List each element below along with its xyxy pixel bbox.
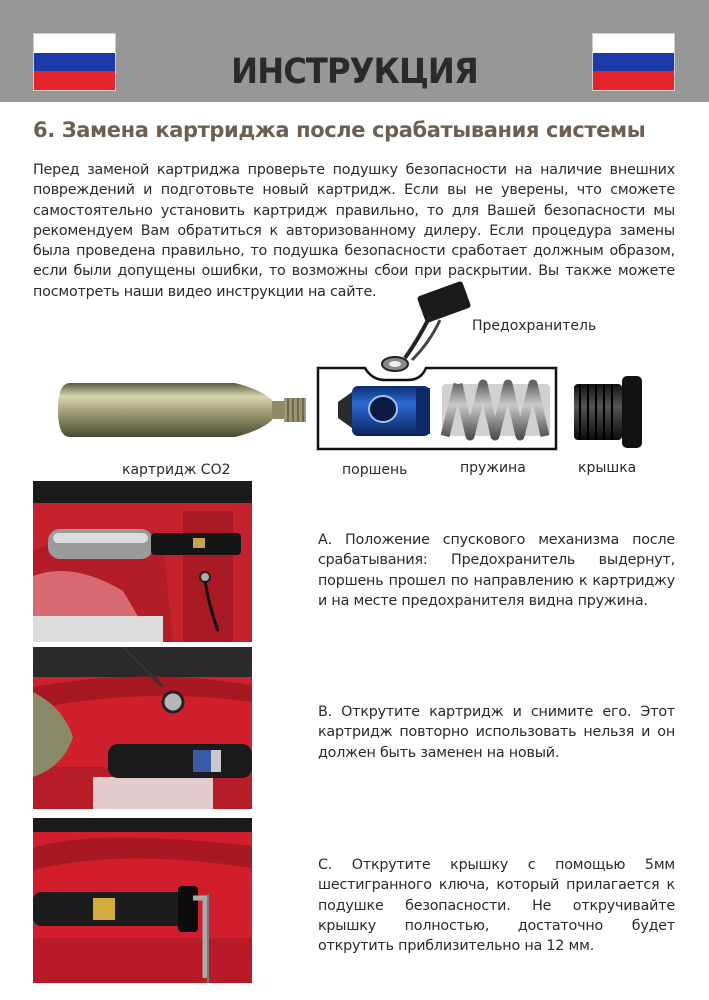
co2-cartridge-image [58, 383, 306, 437]
label-co2-cartridge: картридж CO2 [122, 462, 231, 478]
cap-image [574, 376, 642, 448]
page-header [0, 0, 709, 102]
label-safety-pin: Предохранитель [472, 318, 597, 334]
russian-flag-right [592, 33, 675, 91]
mechanism-diagram [0, 280, 709, 480]
step-b-photo [33, 647, 252, 809]
step-b-text: В. Открутите картридж и снимите его. Этот картридж повторно использовать нельзя и он должен быть заменен на новый. [318, 704, 675, 761]
step-a-text: А. Положение спускового механизма после срабатывания: Предохранитель выдернут, поршень прошел по направлению к картриджу и на месте предохранителя видна пружина. [318, 532, 675, 609]
page-title: ИНСТРУКЦИЯ [231, 52, 478, 92]
safety-pin-image [382, 281, 471, 371]
spring-image [442, 384, 550, 436]
step-a-photo [33, 481, 252, 642]
step-c-photo [33, 818, 252, 983]
label-cap: крышка [578, 460, 637, 476]
section-title: 6. Замена картриджа после срабатывания системы [33, 118, 646, 142]
step-c-text: С. Открутите крышку с помощью 5мм шестигранного ключа, который прилагается к подушке безопасности. Не откручивайте крышку полностью, достаточно будет открутить приблизительно на 12 мм. [318, 857, 675, 955]
label-spring: пружина [460, 460, 526, 476]
label-piston: поршень [342, 462, 408, 478]
piston-image [338, 386, 430, 436]
intro-paragraph: Перед заменой картриджа проверьте подушку безопасности на наличие внешних повреждений и подготовьте новый картридж. Если вы не уверены, что сможете самостоятельно установить картридж правильно, то для Вашей безопасности мы рекомендуем Вам обратиться к авторизованному дилеру. Если процедура замены была проведена правильно, то подушка безопасности сработает должным образом, если были допущены ошибки, то возможны сбои при раскрытии. Вы также можете посмотреть наши видео инструкции на сайте. [33, 162, 675, 300]
